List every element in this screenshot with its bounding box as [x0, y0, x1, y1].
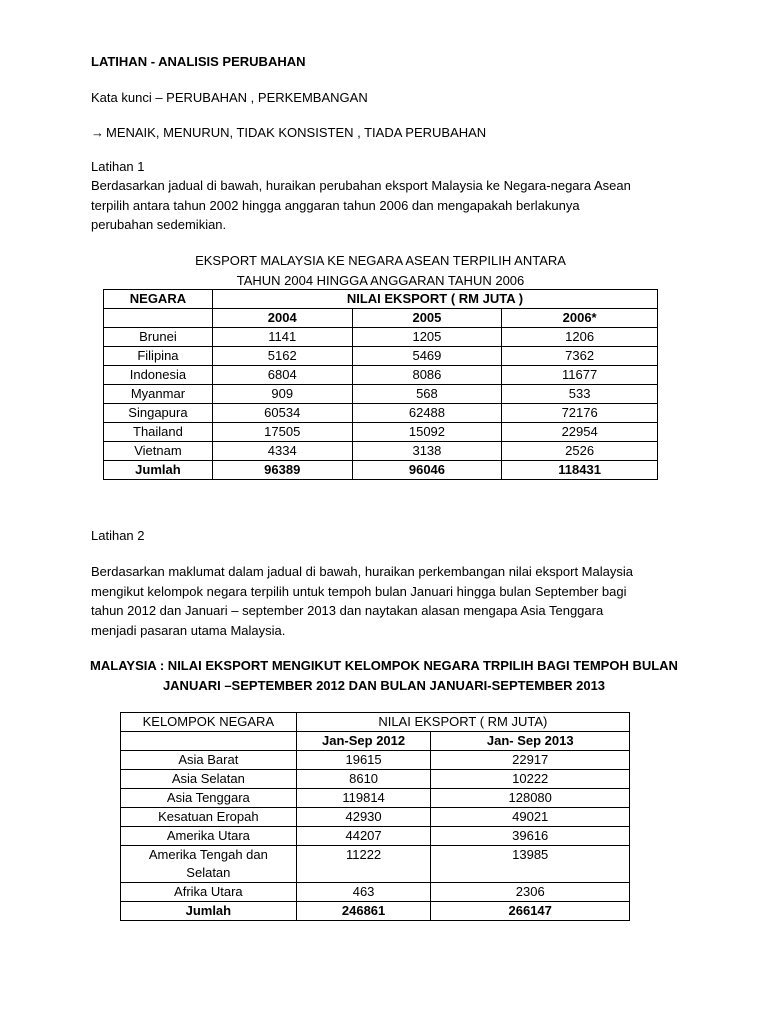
cell-value: 5469 — [352, 347, 502, 366]
cell-value: 22954 — [502, 423, 658, 442]
cell-value: 3138 — [352, 442, 502, 461]
latihan2-paragraph-line: Berdasarkan maklumat dalam jadual di bawah, huraikan perkembangan nilai eksport Malaysia — [91, 564, 633, 579]
total-value: 246861 — [296, 902, 431, 921]
latihan2-title: Latihan 2 — [91, 528, 145, 543]
cell-value: 62488 — [352, 404, 502, 423]
cell-value: 15092 — [352, 423, 502, 442]
cell-value: 909 — [212, 385, 352, 404]
row-label — [121, 846, 297, 883]
table-header-kelompok: KELOMPOK NEGARA — [121, 713, 297, 732]
table-header-period: Jan- Sep 2013 — [431, 732, 630, 751]
cell-value: 17505 — [212, 423, 352, 442]
latihan1-paragraph-line: perubahan sedemikian. — [91, 217, 227, 232]
latihan2-paragraph-line: menjadi pasaran utama Malaysia. — [91, 622, 286, 638]
page-heading: LATIHAN - ANALISIS PERUBAHAN — [91, 54, 306, 69]
table-header-negara: NEGARA — [104, 290, 213, 309]
cell-value: 8610 — [296, 770, 431, 789]
row-label: Afrika Utara — [121, 883, 297, 902]
total-value: 118431 — [502, 461, 658, 480]
table1-caption-line: EKSPORT MALAYSIA KE NEGARA ASEAN TERPILIH ANTARA — [195, 253, 566, 268]
cell-value: 4334 — [212, 442, 352, 461]
cell-value: 463 — [296, 883, 431, 902]
cell-value: 2306 — [431, 883, 630, 902]
table-header-blank — [104, 309, 213, 328]
cell-value: 2526 — [502, 442, 658, 461]
table-total-row — [104, 461, 658, 480]
cell-value: 22917 — [431, 751, 630, 770]
table-header-blank — [121, 732, 297, 751]
cell-value: 11222 — [296, 846, 431, 883]
cell-value: 39616 — [431, 827, 630, 846]
cell-value: 7362 — [502, 347, 658, 366]
cell-value: 6804 — [212, 366, 352, 385]
table-header-year: 2006* — [502, 309, 658, 328]
cell-value: 1206 — [502, 328, 658, 347]
cell-value: 60534 — [212, 404, 352, 423]
table-row — [104, 366, 658, 385]
latihan2-paragraph-line: mengikut kelompok negara terpilih untuk tempoh bulan Januari hingga bulan September bagi — [91, 583, 627, 599]
row-label: Brunei — [104, 328, 213, 347]
table-header-value: NILAI EKSPORT ( RM JUTA) — [296, 713, 629, 732]
keywords-line: Kata kunci – PERUBAHAN , PERKEMBANGAN — [91, 90, 368, 105]
latihan2-paragraph-line: tahun 2012 dan Januari – september 2013 dan naytakan alasan mengapa Asia Tenggara — [91, 603, 604, 618]
row-label: Kesatuan Eropah — [121, 808, 297, 827]
row-label: Indonesia — [104, 366, 213, 385]
latihan1-paragraph — [91, 176, 691, 235]
table-row — [121, 751, 630, 770]
row-label-line: Amerika Tengah dan — [148, 847, 268, 862]
cell-value: 44207 — [296, 827, 431, 846]
row-label: Vietnam — [104, 442, 213, 461]
cell-value: 8086 — [352, 366, 502, 385]
total-value: 96389 — [212, 461, 352, 480]
latihan2-paragraph — [91, 562, 691, 640]
row-label: Asia Tenggara — [121, 789, 297, 808]
table-row — [104, 328, 658, 347]
row-label: Amerika Utara — [121, 827, 297, 846]
table-row — [121, 846, 630, 883]
row-label: Filipina — [104, 347, 213, 366]
cell-value: 72176 — [502, 404, 658, 423]
row-label: Singapura — [104, 404, 213, 423]
cell-value: 13985 — [431, 846, 630, 883]
table-row — [104, 404, 658, 423]
cell-value: 1205 — [352, 328, 502, 347]
table-total-row — [121, 902, 630, 921]
total-label: Jumlah — [104, 461, 213, 480]
cell-value: 533 — [502, 385, 658, 404]
cell-value: 128080 — [431, 789, 630, 808]
table-row — [104, 347, 658, 366]
table1-caption-line: TAHUN 2004 HINGGA ANGGARAN TAHUN 2006 — [236, 272, 525, 288]
table-row — [121, 827, 630, 846]
keywords-list — [91, 123, 486, 143]
latihan1-paragraph-line: terpilih antara tahun 2002 hingga anggaran tahun 2006 dan mengapakah berlakunya — [91, 197, 580, 213]
table1-caption — [103, 251, 658, 290]
table-header-year: 2005 — [352, 309, 502, 328]
cell-value: 1141 — [212, 328, 352, 347]
table2-caption — [60, 656, 708, 695]
table-row — [104, 385, 658, 404]
right-arrow-icon: → — [91, 125, 104, 140]
asean-export-table — [103, 289, 658, 480]
latihan1-paragraph-line: Berdasarkan jadual di bawah, huraikan perubahan eksport Malaysia ke Negara-negara Asean — [91, 178, 631, 193]
row-label: Asia Barat — [121, 751, 297, 770]
cell-value: 5162 — [212, 347, 352, 366]
table-header-year: 2004 — [212, 309, 352, 328]
table-row — [104, 442, 658, 461]
cell-value: 49021 — [431, 808, 630, 827]
latihan1-title: Latihan 1 — [91, 159, 145, 174]
table-row — [121, 789, 630, 808]
keywords-list-text: MENAIK, MENURUN, TIDAK KONSISTEN , TIADA PERUBAHAN — [106, 125, 487, 140]
total-value: 266147 — [431, 902, 630, 921]
table-row — [121, 808, 630, 827]
table-row — [121, 770, 630, 789]
cell-value: 11677 — [502, 366, 658, 385]
row-label: Asia Selatan — [121, 770, 297, 789]
total-label: Jumlah — [121, 902, 297, 921]
cell-value: 19615 — [296, 751, 431, 770]
cell-value: 10222 — [431, 770, 630, 789]
table2-caption-line: JANUARI –SEPTEMBER 2012 DAN BULAN JANUARI-SEPTEMBER 2013 — [162, 677, 606, 693]
row-label: Myanmar — [104, 385, 213, 404]
cell-value: 568 — [352, 385, 502, 404]
total-value: 96046 — [352, 461, 502, 480]
table-header-period: Jan-Sep 2012 — [296, 732, 431, 751]
table-header-value: NILAI EKSPORT ( RM JUTA ) — [212, 290, 657, 309]
cell-value: 119814 — [296, 789, 431, 808]
cell-value: 42930 — [296, 808, 431, 827]
table2-caption-line: MALAYSIA : NILAI EKSPORT MENGIKUT KELOMPOK NEGARA TRPILIH BAGI TEMPOH BULAN — [90, 658, 678, 673]
table-row — [104, 423, 658, 442]
row-label-line: Selatan — [186, 865, 231, 880]
group-export-table — [120, 712, 630, 921]
row-label: Thailand — [104, 423, 213, 442]
table-row — [121, 883, 630, 902]
